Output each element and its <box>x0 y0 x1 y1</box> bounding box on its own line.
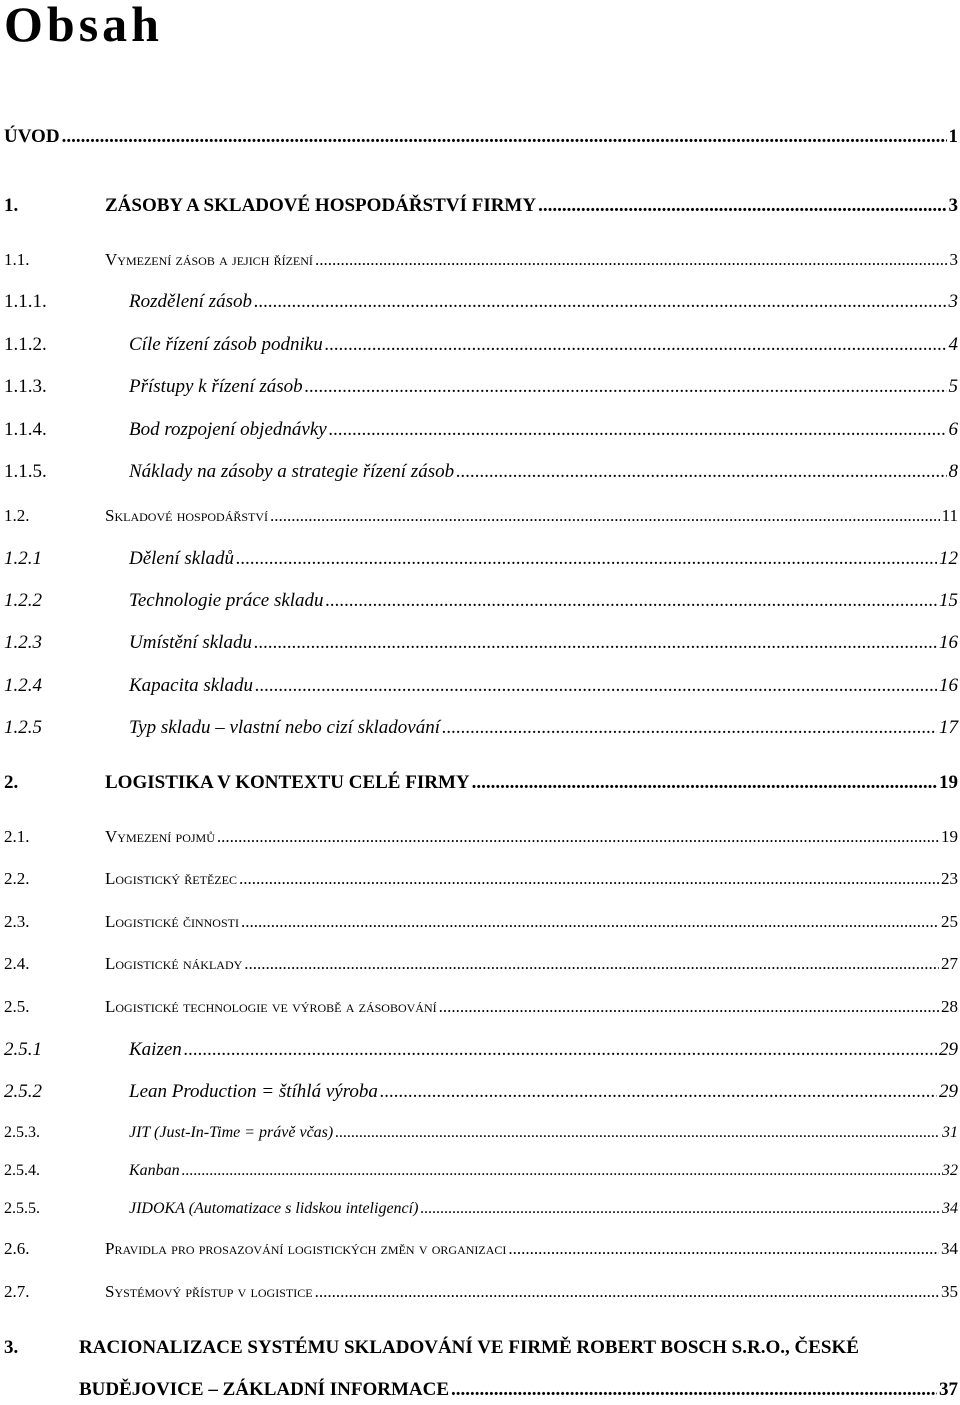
toc-title: Umístění skladu <box>129 632 252 653</box>
toc-page: 34 <box>942 1200 958 1217</box>
toc-page: 31 <box>942 1124 958 1141</box>
toc-leader <box>538 195 946 217</box>
toc-page: 35 <box>941 1282 958 1301</box>
toc-leader <box>255 675 937 697</box>
toc-page: 3 <box>948 291 958 312</box>
toc-title: Lean Production = štíhlá výroba <box>129 1081 378 1102</box>
toc-number: 3. <box>4 1337 19 1358</box>
toc-entry-2-5-4[interactable] <box>4 1162 958 1188</box>
toc-page: 1 <box>948 126 958 147</box>
toc-leader <box>420 1200 940 1218</box>
toc-page: 23 <box>941 869 958 888</box>
toc-number: 1.1.3. <box>4 376 47 397</box>
toc-title: Logistické činnosti <box>105 912 239 931</box>
toc-leader <box>270 506 940 526</box>
toc-entry-2-5-1[interactable] <box>4 1039 958 1065</box>
toc-entry-1-2-1[interactable] <box>4 548 958 574</box>
toc-number: 1.1.2. <box>4 334 47 355</box>
toc-entry-2-1[interactable] <box>4 827 958 853</box>
toc-title: Náklady na zásoby a strategie řízení zásob <box>129 461 455 482</box>
toc-leader <box>335 1124 940 1142</box>
toc-page: 37 <box>939 1379 958 1400</box>
toc-leader <box>217 827 939 847</box>
toc-entry-2-6[interactable] <box>4 1239 958 1265</box>
toc-number: 2.4. <box>4 954 30 973</box>
toc-number: 1.2.2 <box>4 590 42 611</box>
toc-page: 3 <box>949 250 958 269</box>
toc-entry-1-2-5[interactable] <box>4 717 958 743</box>
toc-number: 2.5.5. <box>4 1200 40 1217</box>
toc-entry-1-2-3[interactable] <box>4 632 958 658</box>
toc-leader <box>472 772 937 794</box>
toc-number: 1.2.5 <box>4 717 42 738</box>
toc-title: ÚVOD <box>4 126 60 147</box>
toc-leader <box>184 1039 937 1061</box>
toc-number: 1.1.1. <box>4 291 47 312</box>
toc-number: 2.1. <box>4 827 30 846</box>
toc-page: 11 <box>941 506 958 525</box>
toc-title: Přístupy k řízení zásob <box>129 376 303 397</box>
toc-entry-intro[interactable] <box>4 126 958 152</box>
toc-entry-1-1-2[interactable] <box>4 334 958 360</box>
toc-title: Skladové hospodářství <box>105 506 269 525</box>
toc-title: Typ skladu – vlastní nebo cizí skladování <box>129 717 440 738</box>
toc-entry-1-1[interactable] <box>4 250 958 276</box>
toc-title: Vymezení zásob a jejich řízení <box>105 250 313 269</box>
toc-entry-1-2[interactable] <box>4 506 958 532</box>
toc-title: LOGISTIKA V KONTEXTU CELÉ FIRMY <box>105 772 470 793</box>
toc-title: Bod rozpojení objednávky <box>129 419 327 440</box>
toc-entry-2-5[interactable] <box>4 997 958 1023</box>
toc-page: 27 <box>941 954 958 973</box>
toc-entry-1-2-2[interactable] <box>4 590 958 616</box>
toc-page: 12 <box>939 548 958 569</box>
toc-number: 1. <box>4 195 19 216</box>
toc-number: 2.6. <box>4 1239 30 1258</box>
toc-leader <box>182 1162 940 1180</box>
toc-entry-2-5-2[interactable] <box>4 1081 958 1107</box>
toc-title: Logistické technologie ve výrobě a zásobování <box>105 997 437 1016</box>
toc-title: Rozdělení zásob <box>129 291 252 312</box>
toc-leader <box>241 912 939 932</box>
toc-title: Kanban <box>129 1162 180 1179</box>
toc-number: 2.5.1 <box>4 1039 42 1060</box>
toc-title: Cíle řízení zásob podniku <box>129 334 323 355</box>
toc-number: 2.5.4. <box>4 1162 40 1179</box>
toc-page: 29 <box>939 1081 958 1102</box>
toc-number: 2.2. <box>4 869 30 888</box>
toc-entry-1-1-5[interactable] <box>4 461 958 487</box>
toc-page: 5 <box>948 376 958 397</box>
toc-number: 1.2.3 <box>4 632 42 653</box>
toc-leader <box>442 717 937 739</box>
toc-leader <box>244 954 939 974</box>
toc-leader <box>254 291 947 313</box>
toc-leader <box>326 590 937 612</box>
toc-entry-2-2[interactable] <box>4 869 958 895</box>
toc-leader <box>236 548 937 570</box>
toc-leader <box>329 419 947 441</box>
toc-page: 8 <box>948 461 958 482</box>
toc-page: 19 <box>939 772 958 793</box>
toc-number: 2.3. <box>4 912 30 931</box>
toc-title: Logistický řetězec <box>105 869 237 888</box>
toc-number: 1.2.1 <box>4 548 42 569</box>
toc-title: Dělení skladů <box>129 548 235 569</box>
toc-title: Logistické náklady <box>105 954 243 973</box>
toc-entry-3-continued[interactable] <box>4 1379 958 1405</box>
toc-leader <box>305 376 947 398</box>
toc-title: ZÁSOBY A SKLADOVÉ HOSPODÁŘSTVÍ FIRMY <box>105 195 537 216</box>
toc-page: 15 <box>939 590 958 611</box>
toc-leader <box>380 1081 937 1103</box>
toc-entry-2-7[interactable] <box>4 1282 958 1308</box>
toc-title: Vymezení pojmů <box>105 827 215 846</box>
toc-title: Kapacita skladu <box>129 675 254 696</box>
toc-number: 1.1.4. <box>4 419 47 440</box>
toc-entry-2[interactable] <box>4 772 958 798</box>
toc-leader <box>439 997 939 1017</box>
toc-title: Systémový přístup v logistice <box>105 1282 313 1301</box>
toc-entry-2-4[interactable] <box>4 954 958 980</box>
toc-page: 32 <box>942 1162 958 1179</box>
toc-leader <box>456 461 946 483</box>
toc-entry-2-5-5[interactable] <box>4 1200 958 1226</box>
toc-page: 19 <box>941 827 958 846</box>
toc-title: JIT (Just-In-Time = právě včas) <box>129 1124 334 1141</box>
toc-number: 2.5.2 <box>4 1081 42 1102</box>
toc-entry-1-1-4[interactable] <box>4 419 958 445</box>
toc-entry-1-1-1[interactable] <box>4 291 958 317</box>
toc-leader <box>508 1239 939 1259</box>
toc-page: 16 <box>939 675 958 696</box>
toc-number: 2. <box>4 772 19 793</box>
page-title: Obsah <box>4 0 163 52</box>
toc-entry-1-1-3[interactable] <box>4 376 958 402</box>
toc-leader <box>254 632 937 654</box>
toc-page: 3 <box>948 195 958 216</box>
toc-page: 28 <box>941 997 958 1016</box>
toc-number: 2.5.3. <box>4 1124 40 1141</box>
toc-number: 1.1.5. <box>4 461 47 482</box>
toc-page: 34 <box>941 1239 958 1258</box>
toc-leader <box>325 334 947 356</box>
toc-title: Pravidla pro prosazování logistických změn v organizaci <box>105 1239 507 1258</box>
toc-title: RACIONALIZACE SYSTÉMU SKLADOVÁNÍ VE FIRMĚ ROBERT BOSCH S.R.O., ČESKÉ <box>79 1337 859 1358</box>
toc-number: 2.5. <box>4 997 30 1016</box>
toc-title: JIDOKA (Automatizace s lidskou inteligencí) <box>129 1200 419 1217</box>
toc-leader <box>315 1282 939 1302</box>
toc-entry-2-3[interactable] <box>4 912 958 938</box>
toc-entry-3[interactable] <box>4 1337 958 1363</box>
toc-leader <box>62 126 947 148</box>
toc-number: 1.2.4 <box>4 675 42 696</box>
toc-title: BUDĚJOVICE – ZÁKLADNÍ INFORMACE <box>79 1379 449 1400</box>
toc-number: 1.2. <box>4 506 30 525</box>
toc-leader <box>451 1379 937 1401</box>
toc-number: 2.7. <box>4 1282 30 1301</box>
toc-title: Kaizen <box>129 1039 182 1060</box>
toc-number: 1.1. <box>4 250 30 269</box>
toc-title: Technologie práce skladu <box>129 590 324 611</box>
toc-page: 29 <box>939 1039 958 1060</box>
toc-page: 6 <box>948 419 958 440</box>
toc-leader <box>239 869 939 889</box>
toc-entry-1[interactable] <box>4 195 958 221</box>
toc-page: 17 <box>939 717 958 738</box>
toc-leader <box>315 250 948 270</box>
toc-entry-1-2-4[interactable] <box>4 675 958 701</box>
toc-page: 16 <box>939 632 958 653</box>
toc-entry-2-5-3[interactable] <box>4 1124 958 1150</box>
toc-page: 25 <box>941 912 958 931</box>
toc-page: 4 <box>948 334 958 355</box>
